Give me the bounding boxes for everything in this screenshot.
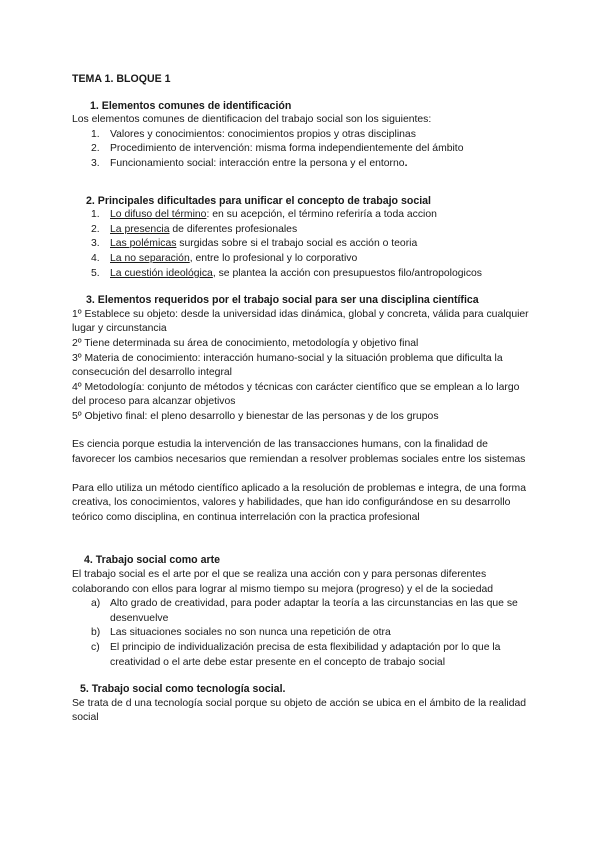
list-item — [72, 641, 532, 670]
list-item — [72, 208, 532, 223]
list-number: 3. — [91, 157, 100, 169]
list-text-wrap — [110, 252, 532, 267]
document-body — [72, 72, 532, 726]
list-text-wrap — [110, 267, 532, 282]
document-title: TEMA 1. BLOQUE 1 — [72, 73, 171, 85]
section-5-text: Se trata de d una tecnología social porque su objeto de acción se ubica en el ámbito de la realidad social — [72, 697, 527, 724]
list-text: , entre lo profesional y lo corporativo — [189, 252, 358, 264]
section-2-list — [72, 208, 532, 281]
section-4-heading: 4. Trabajo social como arte — [84, 554, 221, 567]
list-text: de diferentes profesionales — [169, 223, 298, 235]
list-number: 1. — [91, 209, 100, 221]
section-5-heading: 5. Trabajo social como tecnología social. — [80, 683, 286, 696]
section-3-heading: 3. Elementos requeridos por el trabajo social para ser una disciplina científica — [86, 294, 479, 307]
list-item — [72, 237, 532, 252]
requirement-line: 3º Materia de conocimiento: interacción humano-social y la situación problema que dificulta la consecución del desarrollo integral — [72, 352, 503, 379]
section-1-heading: 1. Elementos comunes de identificación — [90, 99, 292, 112]
list-text-end: . — [404, 157, 408, 169]
list-number: 3. — [91, 238, 100, 250]
underlined-term: Lo difuso del término — [110, 209, 207, 221]
list-letter: b) — [91, 627, 101, 639]
list-item — [72, 252, 532, 267]
list-item — [72, 142, 532, 157]
list-item — [72, 626, 532, 641]
list-number: 4. — [91, 252, 100, 264]
section-4-list — [72, 597, 532, 670]
list-text: Las situaciones sociales no son nunca una repetición de otra — [110, 627, 391, 639]
section-3-paragraph-2: Para ello utiliza un método científico aplicado a la resolución de problemas e integra, de una forma creativa, los conocimientos, valores y habilidades, que han ido configurándose en su desarrollo teórico como disciplina, en continua interrelación con la practica profesional — [72, 482, 526, 523]
list-text: : en su acepción, el término referiría a toda accion — [206, 209, 437, 221]
list-text: Alto grado de creatividad, para poder adaptar la teoría a las circunstancias en las que se desenvuelve — [110, 598, 518, 624]
list-text-wrap — [110, 157, 532, 172]
section-4-intro: El trabajo social es el arte por el que se realiza una acción con y para personas diferentes colaborando con ellos para lograr al mismo tiempo su mejora (progreso) y el de la sociedad — [72, 569, 494, 595]
requirement-line: 2º Tiene determinada su área de conocimiento, metodología y objetivo final — [72, 337, 419, 349]
requirement-line: 5º Objetivo final: el pleno desarrollo y bienestar de las personas y de los grupos — [72, 410, 439, 422]
list-text-wrap — [110, 237, 532, 252]
list-number: 1. — [91, 128, 100, 140]
requirement-line: 4º Metodología: conjunto de métodos y técnicas con carácter científico que se emplean a lo largo del proceso para alcanzar objetivos — [72, 381, 520, 408]
list-letter: a) — [91, 598, 101, 610]
underlined-term: La presencia — [110, 223, 170, 235]
list-item — [72, 597, 532, 626]
list-text: , se plantea la acción con presupuestos filo/antropologicos — [212, 267, 483, 279]
list-text: Valores y conocimientos: conocimientos propios y otras disciplinas — [110, 128, 416, 140]
underlined-term: La no separación — [110, 252, 190, 264]
list-item — [72, 267, 532, 282]
underlined-term: La cuestión ideológica — [110, 267, 213, 279]
list-number: 5. — [91, 267, 100, 279]
list-text: Funcionamiento social: interacción entre la persona y el entorno — [110, 157, 405, 169]
list-text-wrap — [110, 208, 532, 223]
list-letter: c) — [91, 642, 100, 653]
section-2-heading: 2. Principales dificultades para unificar el concepto de trabajo social — [86, 194, 431, 207]
section-1-list — [72, 128, 532, 172]
section-3-paragraph-1: Es ciencia porque estudia la intervención de las transacciones humans, con la finalidad de favorecer los cambios necesarios que remiendan a resolver problemas sociales entre los sistemas — [72, 439, 526, 466]
section-1-intro: Los elementos comunes de dientificacion del trabajo social son los siguientes: — [72, 114, 432, 126]
list-item — [72, 128, 532, 143]
list-number: 2. — [91, 143, 100, 155]
underlined-term: Las polémicas — [110, 238, 177, 250]
list-item — [72, 157, 532, 172]
list-text-wrap — [110, 223, 532, 238]
list-number: 2. — [91, 223, 100, 235]
list-text: Procedimiento de intervención: misma forma independientemente del ámbito — [110, 143, 464, 155]
list-text: El principio de individualización precisa de esta flexibilidad y adaptación por lo que la creatividad o el arte debe estar presente en el concepto de trabajo social — [110, 642, 501, 668]
list-item — [72, 223, 532, 238]
list-text: surgidas sobre si el trabajo social es acción o teoria — [176, 238, 418, 250]
requirement-line: 1º Establece su objeto: desde la universidad idas dinámica, global y concreta, válida para cualquier lugar y circunstancia — [72, 308, 529, 335]
